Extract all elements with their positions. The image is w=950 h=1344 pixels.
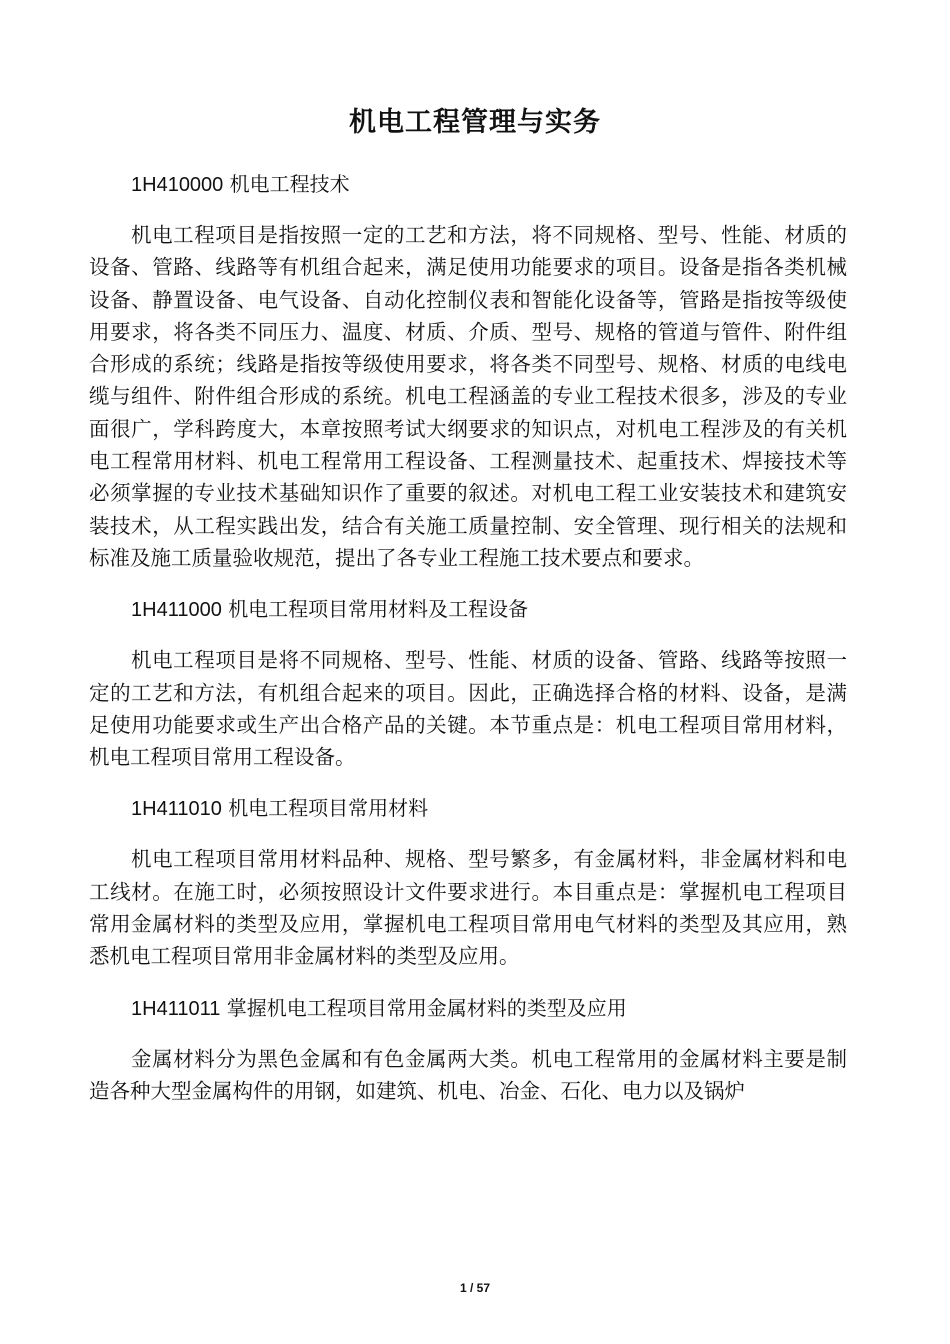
section-heading xyxy=(89,992,847,1025)
section-code: 1H410000 xyxy=(131,174,224,196)
document-body xyxy=(89,168,847,1126)
section-title: 机电工程项目常用材料及工程设备 xyxy=(228,597,529,622)
section-heading xyxy=(89,168,847,201)
section-paragraph: 机电工程项目是指按照一定的工艺和方法，将不同规格、型号、性能、材质的设备、管路、线路等有机组合起来，满足使用功能要求的项目。设备是指各类机械设备、静置设备、电气设备、自动化控制仪表和智能化设备等，管路是指按等级使用要求，将各类不同压力、温度、材质、介质、型号、规格的管道与管件、附件组合形成的系统；线路是指按等级使用要求，将各类不同型号、规格、材质的电线电缆与组件、附件组合形成的系统。机电工程涵盖的专业工程技术很多，涉及的专业面很广，学科跨度大，本章按照考试大纲要求的知识点，对机电工程涉及的有关机电工程常用材料、机电工程常用工程设备、工程测量技术、起重技术、焊接技术等必须掌握的专业技术基础知识作了重要的叙述。对机电工程工业安装技术和建筑安装技术，从工程实践出发，结合有关施工质量控制、安全管理、现行相关的法规和标准及施工质量验收规范，提出了各专业工程施工技术要点和要求。 xyxy=(89,223,847,570)
page-number: 1 / 57 xyxy=(459,1281,491,1295)
section-code: 1H411011 xyxy=(131,997,221,1020)
section-title: 掌握机电工程项目常用金属材料的类型及应用 xyxy=(226,995,627,1020)
section-title: 机电工程项目常用材料 xyxy=(228,796,429,821)
section-paragraph: 金属材料分为黑色金属和有色金属两大类。机电工程常用的金属材料主要是制造各种大型金属构件的用钢，如建筑、机电、冶金、石化、电力以及锅炉 xyxy=(89,1046,847,1103)
document-title: 机电工程管理与实务 xyxy=(349,107,601,138)
section-title: 机电工程技术 xyxy=(229,172,350,196)
section-code: 1H411000 xyxy=(131,599,222,622)
section-heading xyxy=(89,593,847,626)
section-code: 1H411010 xyxy=(131,798,222,821)
section-paragraph: 机电工程项目常用材料品种、规格、型号繁多，有金属材料，非金属材料和电工线材。在施工时，必须按照设计文件要求进行。本目重点是：掌握机电工程项目常用金属材料的类型及应用，掌握机电工程项目常用电气材料的类型及其应用，熟悉机电工程项目常用非金属材料的类型及应用。 xyxy=(89,847,847,969)
section-paragraph: 机电工程项目是将不同规格、型号、性能、材质的设备、管路、线路等按照一定的工艺和方法，有机组合起来的项目。因此，正确选择合格的材料、设备，是满足使用功能要求或生产出合格产品的关键。本节重点是：机电工程项目常用材料，机电工程项目常用工程设备。 xyxy=(89,648,847,770)
section-heading xyxy=(89,792,847,825)
